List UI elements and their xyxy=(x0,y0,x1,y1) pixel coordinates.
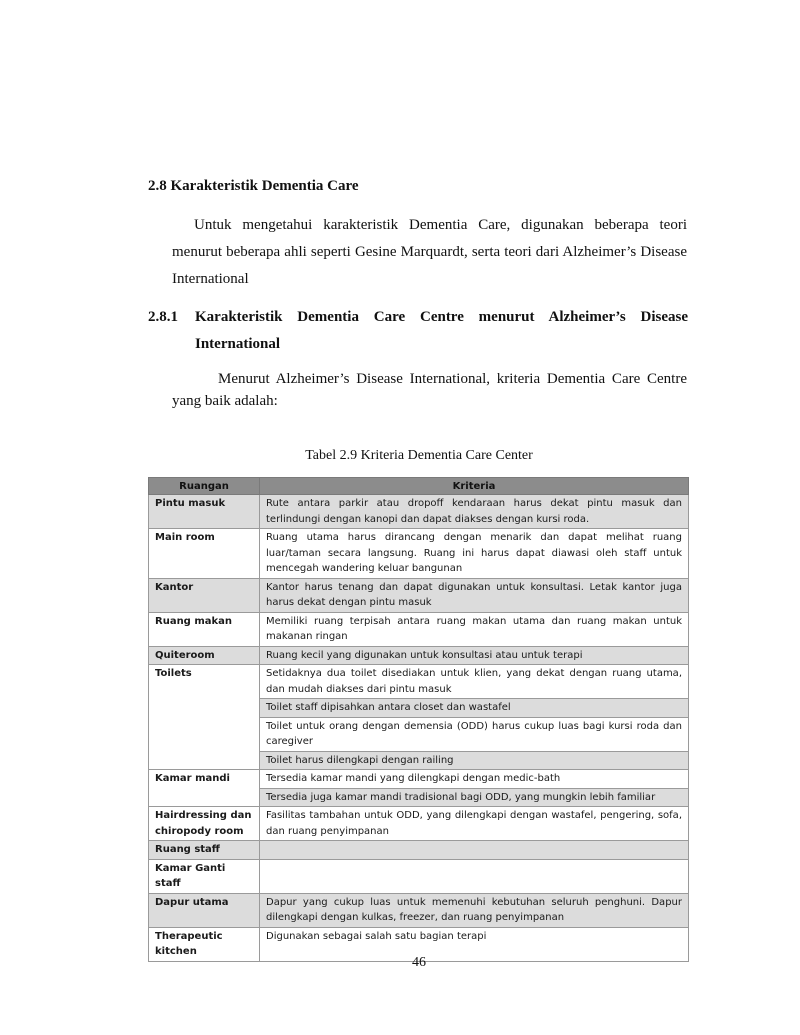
cell-kriteria: Memiliki ruang terpisah antara ruang makan utama dan ruang makan untuk makanan ringan xyxy=(260,612,689,646)
table-row xyxy=(149,646,689,665)
cell-kriteria: Tersedia juga kamar mandi tradisional bagi ODD, yang mungkin lebih familiar xyxy=(260,788,689,807)
table-header-row xyxy=(149,478,689,495)
cell-ruangan: Main room xyxy=(149,529,260,579)
table-row xyxy=(149,807,689,841)
cell-kriteria: Tersedia kamar mandi yang dilengkapi dengan medic-bath xyxy=(260,770,689,789)
cell-kriteria: Toilet untuk orang dengan demensia (ODD) harus cukup luas bagi kursi roda dan caregiver xyxy=(260,717,689,751)
table-row xyxy=(149,495,689,529)
cell-kriteria: Rute antara parkir atau dropoff kendaraan harus dekat pintu masuk dan terlindungi dengan kanopi dan dapat diakses dengan kursi roda. xyxy=(260,495,689,529)
subsection-title: Karakteristik Dementia Care Centre menurut Alzheimer’s Disease International xyxy=(195,309,688,352)
cell-ruangan: Hairdressing dan chiropody room xyxy=(149,807,260,841)
cell-kriteria: Setidaknya dua toilet disediakan untuk klien, yang dekat dengan ruang utama, dan mudah diakses dari pintu masuk xyxy=(260,665,689,699)
intro-paragraph xyxy=(172,212,687,293)
page-number: 46 xyxy=(412,955,426,970)
cell-kriteria xyxy=(260,859,689,893)
cell-ruangan: Toilets xyxy=(149,665,260,770)
cell-kriteria: Digunakan sebagai salah satu bagian terapi xyxy=(260,927,689,961)
cell-kriteria: Ruang utama harus dirancang dengan menarik dan dapat melihat ruang luar/taman secara langsung. Ruang ini harus dapat diawasi oleh staff untuk mencegah wandering keluar bangunan xyxy=(260,529,689,579)
cell-kriteria: Toilet harus dilengkapi dengan railing xyxy=(260,751,689,770)
subsection-number: 2.8.1 xyxy=(148,309,178,325)
cell-ruangan: Ruang makan xyxy=(149,612,260,646)
criteria-table xyxy=(148,477,689,962)
header-kriteria: Kriteria xyxy=(260,478,689,495)
cell-kriteria: Dapur yang cukup luas untuk memenuhi kebutuhan seluruh penghuni. Dapur dilengkapi dengan kulkas, freezer, dan ruang penyimpanan xyxy=(260,893,689,927)
cell-kriteria: Fasilitas tambahan untuk ODD, yang dilengkapi dengan wastafel, pengering, sofa, dan ruang penyimpanan xyxy=(260,807,689,841)
criteria-intro-text: Menurut Alzheimer’s Disease International, kriteria Dementia Care Centre yang baik adalah: xyxy=(172,371,687,409)
cell-ruangan: Dapur utama xyxy=(149,893,260,927)
table-row xyxy=(149,665,689,699)
cell-kriteria xyxy=(260,841,689,860)
table-caption: Tabel 2.9 Kriteria Dementia Care Center xyxy=(305,448,533,463)
table-row xyxy=(149,859,689,893)
table-row xyxy=(149,529,689,579)
cell-ruangan: Quiteroom xyxy=(149,646,260,665)
header-ruangan: Ruangan xyxy=(149,478,260,495)
table-row xyxy=(149,578,689,612)
intro-paragraph-text: Untuk mengetahui karakteristik Dementia Care, digunakan beberapa teori menurut beberapa ahli seperti Gesine Marquardt, serta teori dari Alzheimer’s Disease International xyxy=(172,217,687,287)
table-row xyxy=(149,770,689,789)
table-row xyxy=(149,841,689,860)
cell-kriteria: Kantor harus tenang dan dapat digunakan untuk konsultasi. Letak kantor juga harus dekat dengan pintu masuk xyxy=(260,578,689,612)
section-heading: 2.8 Karakteristik Dementia Care xyxy=(148,178,359,194)
table-row xyxy=(149,612,689,646)
table-row xyxy=(149,893,689,927)
criteria-intro-paragraph xyxy=(172,368,687,412)
cell-ruangan: Kamar mandi xyxy=(149,770,260,807)
cell-ruangan: Kantor xyxy=(149,578,260,612)
cell-ruangan: Therapeutic kitchen xyxy=(149,927,260,961)
cell-ruangan: Pintu masuk xyxy=(149,495,260,529)
cell-ruangan: Ruang staff xyxy=(149,841,260,860)
cell-kriteria: Ruang kecil yang digunakan untuk konsultasi atau untuk terapi xyxy=(260,646,689,665)
subsection-heading xyxy=(148,304,688,358)
cell-ruangan: Kamar Ganti staff xyxy=(149,859,260,893)
cell-kriteria: Toilet staff dipisahkan antara closet dan wastafel xyxy=(260,699,689,718)
